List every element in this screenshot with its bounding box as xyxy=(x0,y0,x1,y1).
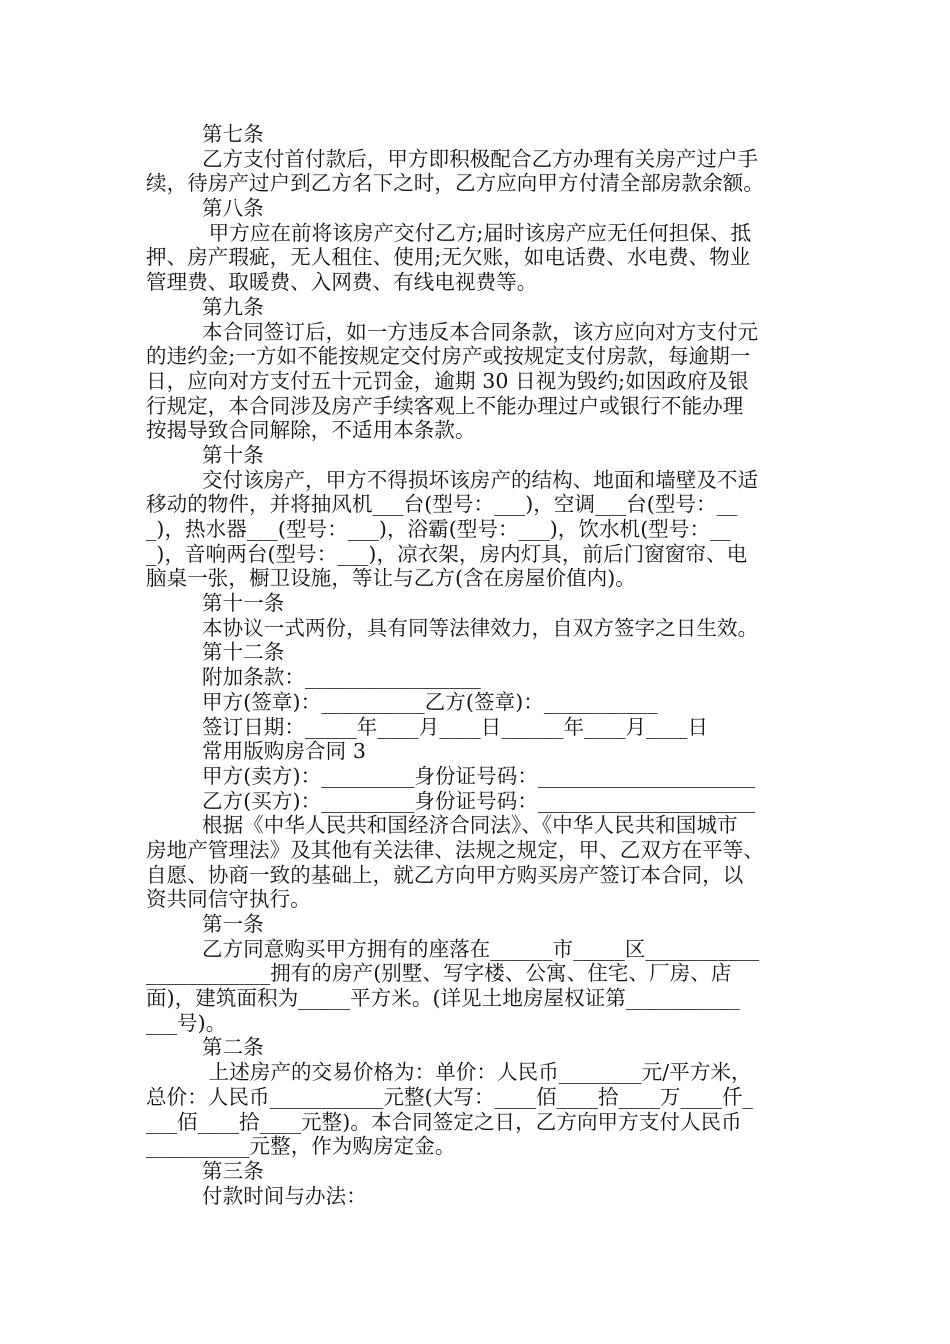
document-line: 交付该房产，甲方不得损坏该房产的结构、地面和墙壁及不适 xyxy=(202,467,759,492)
document-line: 资共同信守执行。 xyxy=(146,887,311,912)
document-line: ____________拥有的房产(别墅、写字楼、公寓、住宅、厂房、店 xyxy=(146,961,732,986)
document-line: 本合同签订后，如一方违反本合同条款，该方应向对方支付元 xyxy=(202,319,759,344)
document-line: 第三条 xyxy=(202,1158,264,1183)
document-line: 脑桌一张，橱卫设施，等让与乙方(含在房屋价值内)。 xyxy=(146,566,636,591)
document-line: 第十二条 xyxy=(202,640,285,665)
document-line: 第七条 xyxy=(202,122,264,146)
document-line: 上述房产的交易价格为：单价：人民币________元/平方米， xyxy=(202,1060,752,1085)
document-line: ___号)。 xyxy=(146,1010,227,1035)
document-line: 管理费、取暖费、入网费、有线电视费等。 xyxy=(146,270,538,295)
document-line: 乙方(买方)：_________身份证号码：_____________________ xyxy=(202,788,756,813)
document-line: ___佰____拾____元整)。本合同签定之日，乙方向甲方支付人民币 xyxy=(146,1109,742,1134)
document-line: _)，音响两台(型号：___)，凉衣架，房内灯具，前后门窗窗帘、电 xyxy=(146,541,748,566)
document-line: 日，应向对方支付五十元罚金，逾期 30 日视为毁约;如因政府及银 xyxy=(146,368,749,393)
document-line: 第一条 xyxy=(202,912,264,936)
document-line: 行规定，本合同涉及房产手续客观上不能办理过户或银行不能办理 xyxy=(146,393,744,418)
document-line: 移动的物件，并将抽风机___台(型号：___)，空调___台(型号：__ xyxy=(146,492,738,517)
document-line: 根据《中华人民共和国经济合同法》、《中华人民共和国城市 xyxy=(202,813,738,838)
document-line: 第十一条 xyxy=(202,591,285,616)
document-line: 自愿、协商一致的基础上，就乙方向甲方购买房产签订本合同，以 xyxy=(146,862,744,887)
document-line: 总价：人民币___________元整(大写：____佰____拾____万____仟_ xyxy=(146,1084,753,1109)
document-line: 面)，建筑面积为_____平方米。(详见土地房屋权证第___________ xyxy=(146,986,740,1011)
document-line: 附加条款：_________________ xyxy=(202,665,481,690)
document-line: 第八条 xyxy=(202,196,264,221)
document-line: 乙方同意购买甲方拥有的座落在______市_____区___________ xyxy=(202,936,760,961)
document-line: 续，待房产过户到乙方名下之时，乙方应向甲方付清全部房款余额。 xyxy=(146,171,764,196)
document-line: 签订日期：_____年____月____日______年____月____日 xyxy=(202,714,709,739)
document-line: 乙方支付首付款后，甲方即积极配合乙方办理有关房产过户手 xyxy=(202,146,759,171)
document-page xyxy=(146,122,808,1208)
document-line: 按揭导致合同解除，不适用本条款。 xyxy=(146,418,476,443)
document-line: 房地产管理法》及其他有关法律、法规之规定，甲、乙双方在平等、 xyxy=(146,837,764,862)
document-line: 第十条 xyxy=(202,442,264,467)
document-line: 甲方(签章)：__________乙方(签章)：___________ xyxy=(202,689,658,714)
document-line: 的违约金;一方如不能按规定交付房产或按规定支付房款，每逾期一 xyxy=(146,344,751,369)
document-line: 本协议一式两份，具有同等法律效力，自双方签字之日生效。 xyxy=(202,615,759,640)
document-line: 第二条 xyxy=(202,1035,264,1060)
document-line: 第九条 xyxy=(202,294,264,319)
document-line: 甲方(卖方)：_________身份证号码：_____________________ xyxy=(202,763,756,788)
document-line: 付款时间与办法： xyxy=(202,1183,367,1208)
document-line: 押、房产瑕疵，无人租住、使用;无欠账，如电话费、水电费、物业 xyxy=(146,245,751,270)
document-line: __________元整，作为购房定金。 xyxy=(146,1134,456,1159)
document-line: 甲方应在前将该房产交付乙方;届时该房产应无任何担保、抵 xyxy=(202,220,752,245)
document-line: 常用版购房合同 3 xyxy=(202,739,366,764)
document-line: _)，热水器___(型号：___)，浴霸(型号：___)，饮水机(型号：__ xyxy=(146,517,731,541)
